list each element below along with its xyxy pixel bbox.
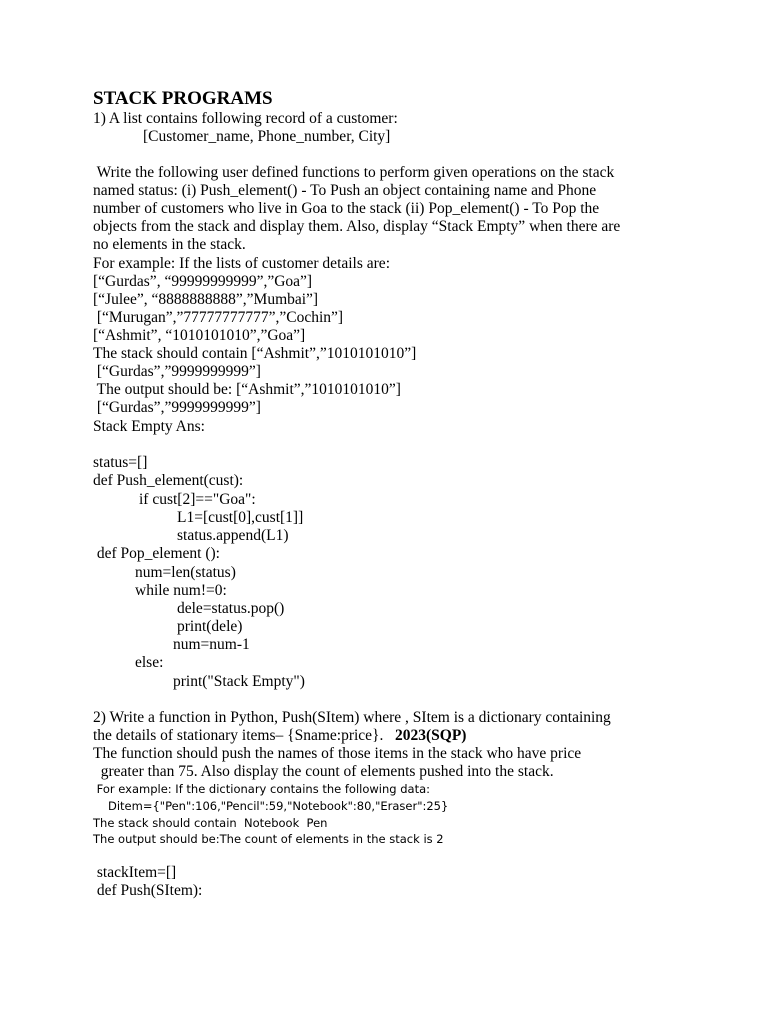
- q2-example-intro: For example: If the dictionary contains the following data:: [93, 782, 431, 796]
- code-line: while num!=0:: [135, 582, 227, 599]
- q2-prompt-text: the details of stationary items– {Sname:price}.: [93, 727, 395, 744]
- q1-paragraph-line: named status: (i) Push_element() - To Push an object containing name and Phone: [93, 182, 597, 199]
- q1-paragraph-line: no elements in the stack.: [93, 236, 246, 253]
- code-line: def Push_element(cust):: [93, 472, 244, 489]
- q1-example-record: [“Ashmit”, “1010101010”,”Goa”]: [93, 327, 306, 344]
- code-line: status=[]: [93, 454, 148, 471]
- code-line: num=len(status): [135, 564, 236, 581]
- code-line: dele=status.pop(): [177, 600, 285, 617]
- code-line: print("Stack Empty"): [173, 673, 305, 690]
- code-line: def Push(SItem):: [93, 882, 203, 899]
- code-line: def Pop_element ():: [93, 545, 220, 562]
- q1-answer-label: Stack Empty Ans:: [93, 418, 205, 435]
- code-line: num=num-1: [173, 636, 250, 653]
- q1-paragraph-line: number of customers who live in Goa to the stack (ii) Pop_element() - To Pop the: [93, 200, 600, 217]
- q1-stack-contents: The stack should contain [“Ashmit”,”1010101010”]: [93, 345, 417, 362]
- q1-stack-contents: [“Gurdas”,”9999999999”]: [93, 363, 261, 380]
- q1-prompt-line: 1) A list contains following record of a customer:: [93, 110, 398, 127]
- q2-example-output: The output should be:The count of elements in the stack is 2: [93, 832, 444, 846]
- code-line: print(dele): [177, 618, 243, 635]
- q2-prompt-line: [93, 727, 466, 745]
- q2-sqp-tag: 2023(SQP): [395, 727, 467, 744]
- code-line: L1=[cust[0],cust[1]]: [177, 509, 304, 526]
- q2-example-stack: The stack should contain Notebook Pen: [93, 816, 328, 830]
- q1-expected-output: [“Gurdas”,”9999999999”]: [93, 399, 261, 416]
- q1-example-record: [“Gurdas”, “99999999999”,”Goa”]: [93, 273, 313, 290]
- q1-example-record: [“Murugan”,”77777777777”,”Cochin”]: [93, 309, 344, 326]
- code-line: else:: [135, 654, 164, 671]
- code-line: stackItem=[]: [93, 864, 177, 881]
- page-title: STACK PROGRAMS: [93, 88, 273, 109]
- q1-record-format: [Customer_name, Phone_number, City]: [143, 128, 391, 145]
- code-line: if cust[2]=="Goa":: [139, 491, 256, 508]
- q1-example-intro: For example: If the lists of customer details are:: [93, 255, 390, 272]
- q2-example-data: Ditem={"Pen":106,"Pencil":59,"Notebook":80,"Eraser":25}: [108, 799, 449, 813]
- q1-paragraph-line: objects from the stack and display them. Also, display “Stack Empty” when there are: [93, 218, 621, 235]
- q2-prompt-line: The function should push the names of those items in the stack who have price: [93, 745, 582, 762]
- code-line: status.append(L1): [177, 527, 289, 544]
- q1-example-record: [“Julee”, “8888888888”,”Mumbai”]: [93, 291, 319, 308]
- q1-paragraph-line: Write the following user defined functions to perform given operations on the stack: [93, 164, 615, 181]
- q2-prompt-line: greater than 75. Also display the count of elements pushed into the stack.: [93, 763, 554, 780]
- q2-prompt-line: 2) Write a function in Python, Push(SItem) where , SItem is a dictionary containing: [93, 709, 611, 726]
- q1-expected-output: The output should be: [“Ashmit”,”1010101010”]: [93, 381, 401, 398]
